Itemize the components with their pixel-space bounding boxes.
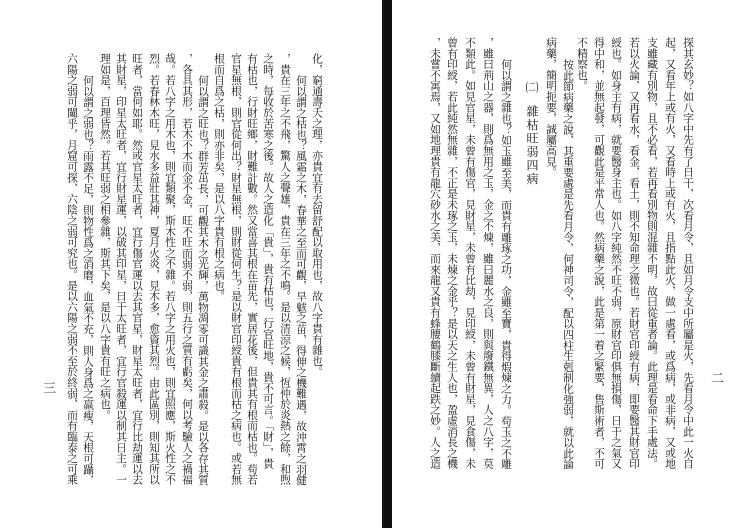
text-column: 有枯也，行財旺鄉，財難計數。然又當喜其根在苗先，實居花後，但貴其有根而枯也。苟若 <box>246 53 259 485</box>
commentary-column: 病藥，簡明扼要，誠屬高見。 <box>545 37 558 178</box>
text-column: 官星無根，則官從何出？財星無根，則財從何生？是以財官印綬貴有根而枯之病也。或若無 <box>230 53 243 485</box>
section-number: (二) <box>525 81 539 93</box>
text-column: ，貴在三年之不飛，驚人之聲雄，貴在三年之不鳴。是以清涼之候，恆仲於炎熱之餘，和煦 <box>279 53 292 485</box>
text-column: 烈。若春林木旺，見水多益壯其神，夏月火炎，見木多，愈資其烈。由此區別，則知其所以 <box>148 53 161 485</box>
section-heading: 雜枯旺弱四病 <box>525 105 539 186</box>
text-column: 不精察也。 <box>576 37 589 91</box>
text-column: 何以謂之旺也？群芳茁長，可觀其木之光輝，萬物凋零可識其金之肅殺。是以各存其質 <box>197 75 210 486</box>
text-column: 得中和，並無起發，可觀此是平常人也。然病藥之說，此是第一着之緊要，售斯術者，不可 <box>593 37 606 469</box>
text-column: ，未嘗不寓焉，又如地理貴有龍穴砂水之美，而來龍又貴有蜂腰鶴膝斷續起跌之妙。人之造 <box>429 37 442 469</box>
text-column: 其財星，印星太旺者，宜行財星運，以破其印星，日干太旺者，宜行官殺運以制其日主。一 <box>115 53 128 485</box>
text-column: 若以火論，又再看水，看金，看土，則不知命理之微也。若財官印綬有病，即要醫其財官印 <box>628 37 641 469</box>
text-column: 不類此。如見官星，未曾有傷官，見財星，未曾有比劫，見印綬，未曾有財星，見食傷，未 <box>464 37 477 469</box>
book-gutter <box>382 0 392 528</box>
text-column: 根而自爲之枯，則亦非矣，是以八字貴有根之病也。 <box>213 53 226 302</box>
text-column: 旺者，當何如耶。然或官星太旺者，宜行傷官運以去其官星，財星太旺者，宜行比劫運以去 <box>131 53 144 485</box>
text-column: ，各具其形，若木不木而金不金，旺不旺而弱不弱，則五行之質有虧矣，何以考驗人之禍福 <box>181 53 194 485</box>
text-column: 哉。若八字之用木也，則宜類聚，斯木性之不雜。若八字之用火也，則宜照應，斯火性之不 <box>164 53 177 485</box>
text-column: 何以謂之雜也？如玉雖至美，而貴有雕琢之功，金雖至寶，貴得煆煉之力。苟玉之不雕 <box>500 59 513 470</box>
text-column: 之時，每收於苦寒之後。故人之造化「貴」，貴有枯也，行官旺地，貴不可言。「財」，貴 <box>262 53 275 469</box>
text-column: 六陽之弱可闚乎，月窟可探，六陰之弱可究也。是以六陽之弱不至於終弱，而有臨泰之可乘 <box>66 53 79 485</box>
right-page <box>392 0 750 528</box>
text-column: 曾有印綬，若此純然無雜，不正是未琢之玉，未煉之金乎？是以天之生人也，盈虛消長之機 <box>446 37 459 469</box>
text-column: 化，窮通壽夭之理，亦貴宜有去留舒配以取用也，故八字貴有雜也。 <box>311 53 324 377</box>
text-column: 何以謂之弱也？雨露不足，則物性爲之消磨，血氣不充，則人身爲之羸瘦，天根可躡， <box>82 75 95 486</box>
text-column: 何以謂之枯也？風霜之木，春華之至而可觀，旱魃之苗，得伸之機難遇，故沖霄之羽健 <box>295 75 308 486</box>
text-column: 起，又看年上或有火，又看時上或有火，且指點此火，做一處看，或爲病，或非病，又或地 <box>664 37 677 469</box>
text-column: ，雖曰荊山之器，則爲無用之玉，金之不煉，雖曰麗水之良，則與廢鐵無異，人之八字，莫 <box>482 37 495 469</box>
text-column: 探其玄妙？如八字中先有了日干，次看月令，且如月令支中所屬是火，先看月令中此一火自 <box>682 37 695 469</box>
commentary-column: 按此節病藥之說，其重要處是先看月令，何神司令，配以四柱生剋制化強弱，就以此論 <box>562 59 575 470</box>
page-number: 三 <box>40 381 55 394</box>
text-column: 支雖藏有別物，且不必看，若再看別物則混雜不明，故曰從重者論。此理是看命下手處法。 <box>646 37 659 469</box>
page-number: 二 <box>708 371 723 384</box>
text-column: 理如是，百理皆然。若其旺弱之相參雜，斯其下矣，是以八字貴有旺之病也。 <box>99 53 112 421</box>
text-column: 綬也。如身主有病，就要醫身主也。如八字純然不旺不弱，原財官印俱無損傷，日干之氣又 <box>610 37 623 469</box>
